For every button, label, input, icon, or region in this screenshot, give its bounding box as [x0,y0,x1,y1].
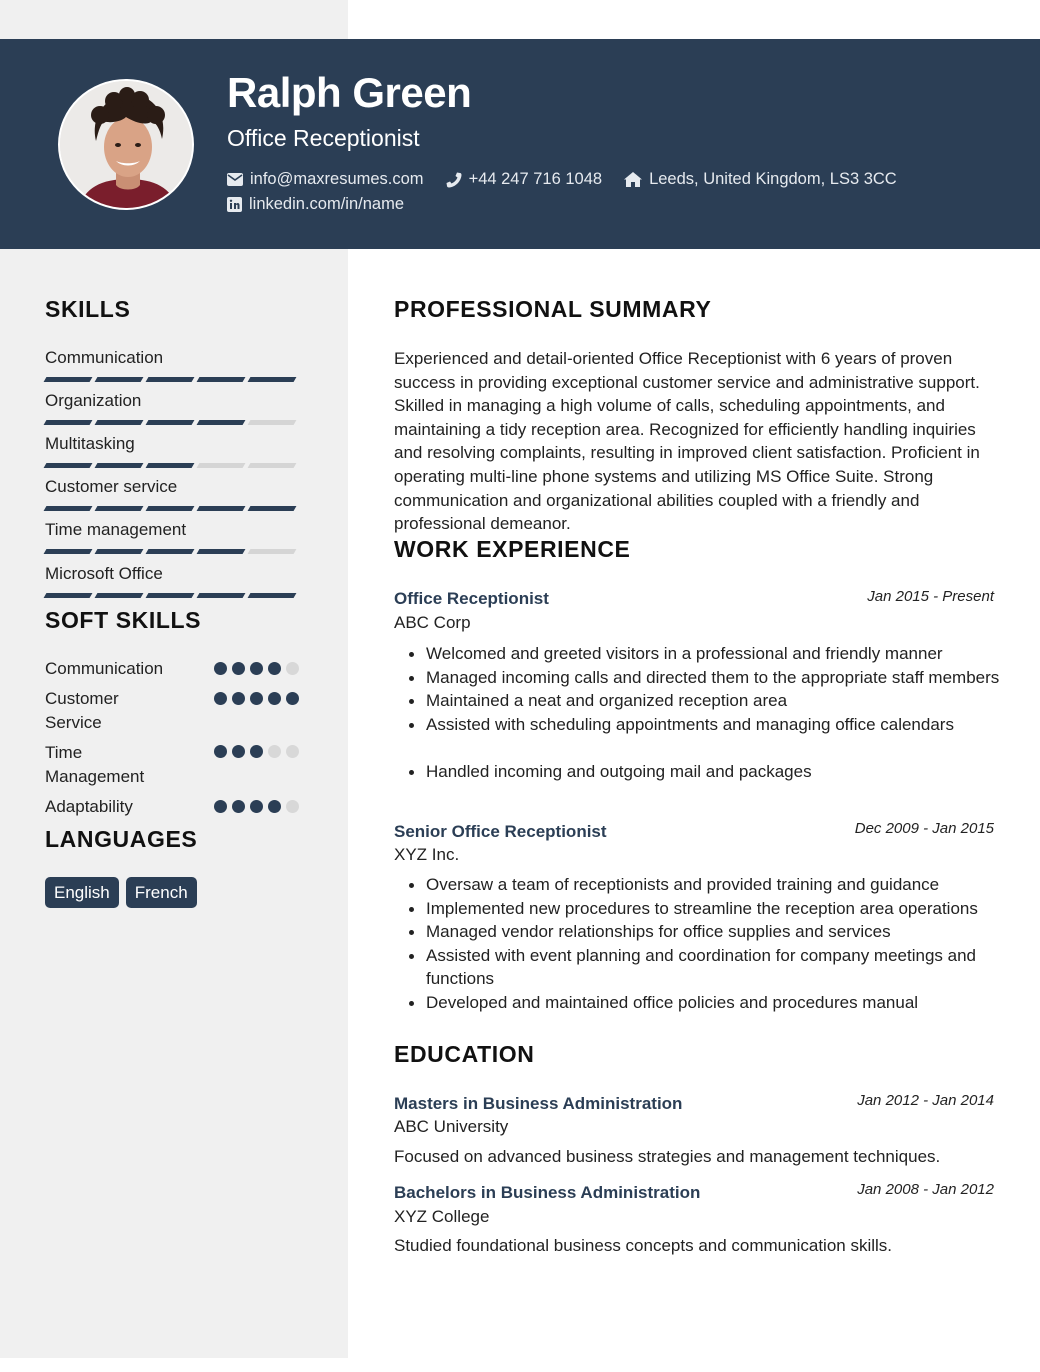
envelope-icon [227,173,243,186]
rating-dot [250,800,263,813]
education-dates: Jan 2008 - Jan 2012 [857,1181,994,1198]
candidate-title: Office Receptionist [227,125,420,151]
phone-contact[interactable] [446,170,603,189]
rating-dot [214,662,227,675]
language-list [45,877,197,908]
rating-dot [286,800,299,813]
list-item: Developed and maintained office policies and procedures manual [426,991,1006,1015]
rating-dot [250,662,263,675]
skill-bar-segment [95,463,144,468]
list-item: Implemented new procedures to streamline the reception area operations [426,897,1006,921]
skill-bar-segment [197,549,246,554]
languages-heading: LANGUAGES [45,826,198,852]
list-item: Welcomed and greeted visitors in a professional and friendly manner [426,642,1006,666]
resume-header [0,39,1040,249]
language-badge: English [45,877,119,908]
skill-bar-segment [197,506,246,511]
phone-text: +44 247 716 1048 [468,170,603,188]
rating-dot [232,745,245,758]
rating-dot [232,662,245,675]
list-item: Managed vendor relationships for office supplies and services [426,920,1006,944]
skill-bar-segment [95,420,144,425]
rating-dot [268,692,281,705]
soft-skill-label: Communication [45,659,164,678]
contact-info [227,167,919,217]
rating-dot [232,800,245,813]
skill-bar-segment [95,377,144,382]
experience-heading: WORK EXPERIENCE [394,536,631,562]
email-contact[interactable] [227,170,424,189]
degree-title: Bachelors in Business Administration [394,1183,701,1202]
skill-bar-segment [95,506,144,511]
skill-bar-segment [95,549,144,554]
education-dates: Jan 2012 - Jan 2014 [857,1092,994,1109]
skill-bar-segment [44,549,93,554]
school-name: XYZ College [394,1207,490,1226]
education-heading: EDUCATION [394,1041,535,1067]
skill-label: Microsoft Office [45,564,163,583]
skill-bar [45,463,295,468]
rating-dot [268,800,281,813]
skill-bar-segment [44,593,93,598]
candidate-name: Ralph Green [227,69,472,116]
rating-dot [286,692,299,705]
soft-skills-heading: SOFT SKILLS [45,607,202,633]
skill-bar-segment [95,593,144,598]
skill-bar-segment [248,377,297,382]
summary-text: Experienced and detail-oriented Office Receptionist with 6 years of proven success in providing exceptional customer service and administrative support. Skilled in managing a high volume of calls, scheduling appointments, and maintaining a tidy reception area. Recognized for efficiently handling inquiries and resolving complaints, resulting in improved client satisfaction. Proficient in operating multi-line phone systems and utilizing MS Office Suite. Strong communication and organizational abilities coupled with a friendly and professional demeanor. [394,349,980,534]
language-badge: French [126,877,197,908]
rating-dot [214,800,227,813]
rating-dot [286,745,299,758]
skill-label: Organization [45,391,142,410]
summary-heading: PROFESSIONAL SUMMARY [394,296,712,322]
job-dates: Dec 2009 - Jan 2015 [854,820,994,837]
job-bullets [426,873,1006,1015]
skill-bar-segment [197,420,246,425]
skill-label: Multitasking [45,434,135,453]
skill-bar-segment [248,593,297,598]
job-bullets [426,642,1006,784]
job-title: Senior Office Receptionist [394,822,607,841]
address-contact [624,170,897,189]
rating-dot [214,745,227,758]
linkedin-text: linkedin.com/in/name [249,195,404,213]
list-item: Maintained a neat and organized reception area [426,689,1006,713]
skill-bar [45,506,295,511]
soft-skill-rating [214,662,299,675]
list-item: Assisted with event planning and coordination for company meetings and functions [426,944,1006,991]
skill-bar-segment [146,420,195,425]
skill-bar-segment [197,593,246,598]
job-company: XYZ Inc. [394,845,460,864]
job-company: ABC Corp [394,613,471,632]
skill-bar-segment [44,377,93,382]
skill-bar-segment [146,377,195,382]
rating-dot [232,692,245,705]
soft-skill-rating [214,800,299,813]
rating-dot [250,745,263,758]
skill-bar-segment [146,593,195,598]
home-icon [624,172,642,187]
linkedin-icon [227,197,242,212]
skill-bar-segment [44,506,93,511]
avatar [58,79,194,210]
skill-bar-segment [146,506,195,511]
rating-dot [268,745,281,758]
education-description: Focused on advanced business strategies and management techniques. [394,1147,941,1166]
rating-dot [214,692,227,705]
linkedin-contact[interactable] [227,195,404,214]
soft-skill-rating [214,692,299,705]
skill-bar [45,549,295,554]
phone-icon [446,172,462,188]
skill-label: Customer service [45,477,178,496]
list-item: Oversaw a team of receptionists and provided training and guidance [426,873,1006,897]
rating-dot [286,662,299,675]
soft-skill-label: Customer Service [45,689,119,732]
skill-bar-segment [248,463,297,468]
skill-bar-segment [44,463,93,468]
skill-bar-segment [44,420,93,425]
degree-title: Masters in Business Administration [394,1094,683,1113]
job-title: Office Receptionist [394,589,549,608]
rating-dot [250,692,263,705]
rating-dot [268,662,281,675]
skill-bar-segment [197,463,246,468]
list-item: Managed incoming calls and directed them to the appropriate staff members [426,666,1006,690]
skill-bar-segment [197,377,246,382]
soft-skill-label: Time Management [45,743,145,786]
skill-bar-segment [248,506,297,511]
skill-label: Time management [45,520,187,539]
skill-label: Communication [45,348,164,367]
skill-bar [45,377,295,382]
education-description: Studied foundational business concepts and communication skills. [394,1236,893,1255]
list-item: Handled incoming and outgoing mail and packages [426,760,1006,784]
soft-skill-rating [214,745,299,758]
address-text: Leeds, United Kingdom, LS3 3CC [649,170,897,188]
school-name: ABC University [394,1117,509,1136]
skills-heading: SKILLS [45,296,131,322]
email-text: info@maxresumes.com [250,170,424,188]
job-dates: Jan 2015 - Present [867,588,994,605]
soft-skill-label: Adaptability [45,797,133,816]
list-item: Assisted with scheduling appointments and managing office calendars [426,713,1006,737]
skill-bar-segment [248,549,297,554]
skill-bar [45,420,295,425]
skill-bar-segment [146,463,195,468]
skill-bar-segment [146,549,195,554]
skill-bar [45,593,295,598]
skill-bar-segment [248,420,297,425]
